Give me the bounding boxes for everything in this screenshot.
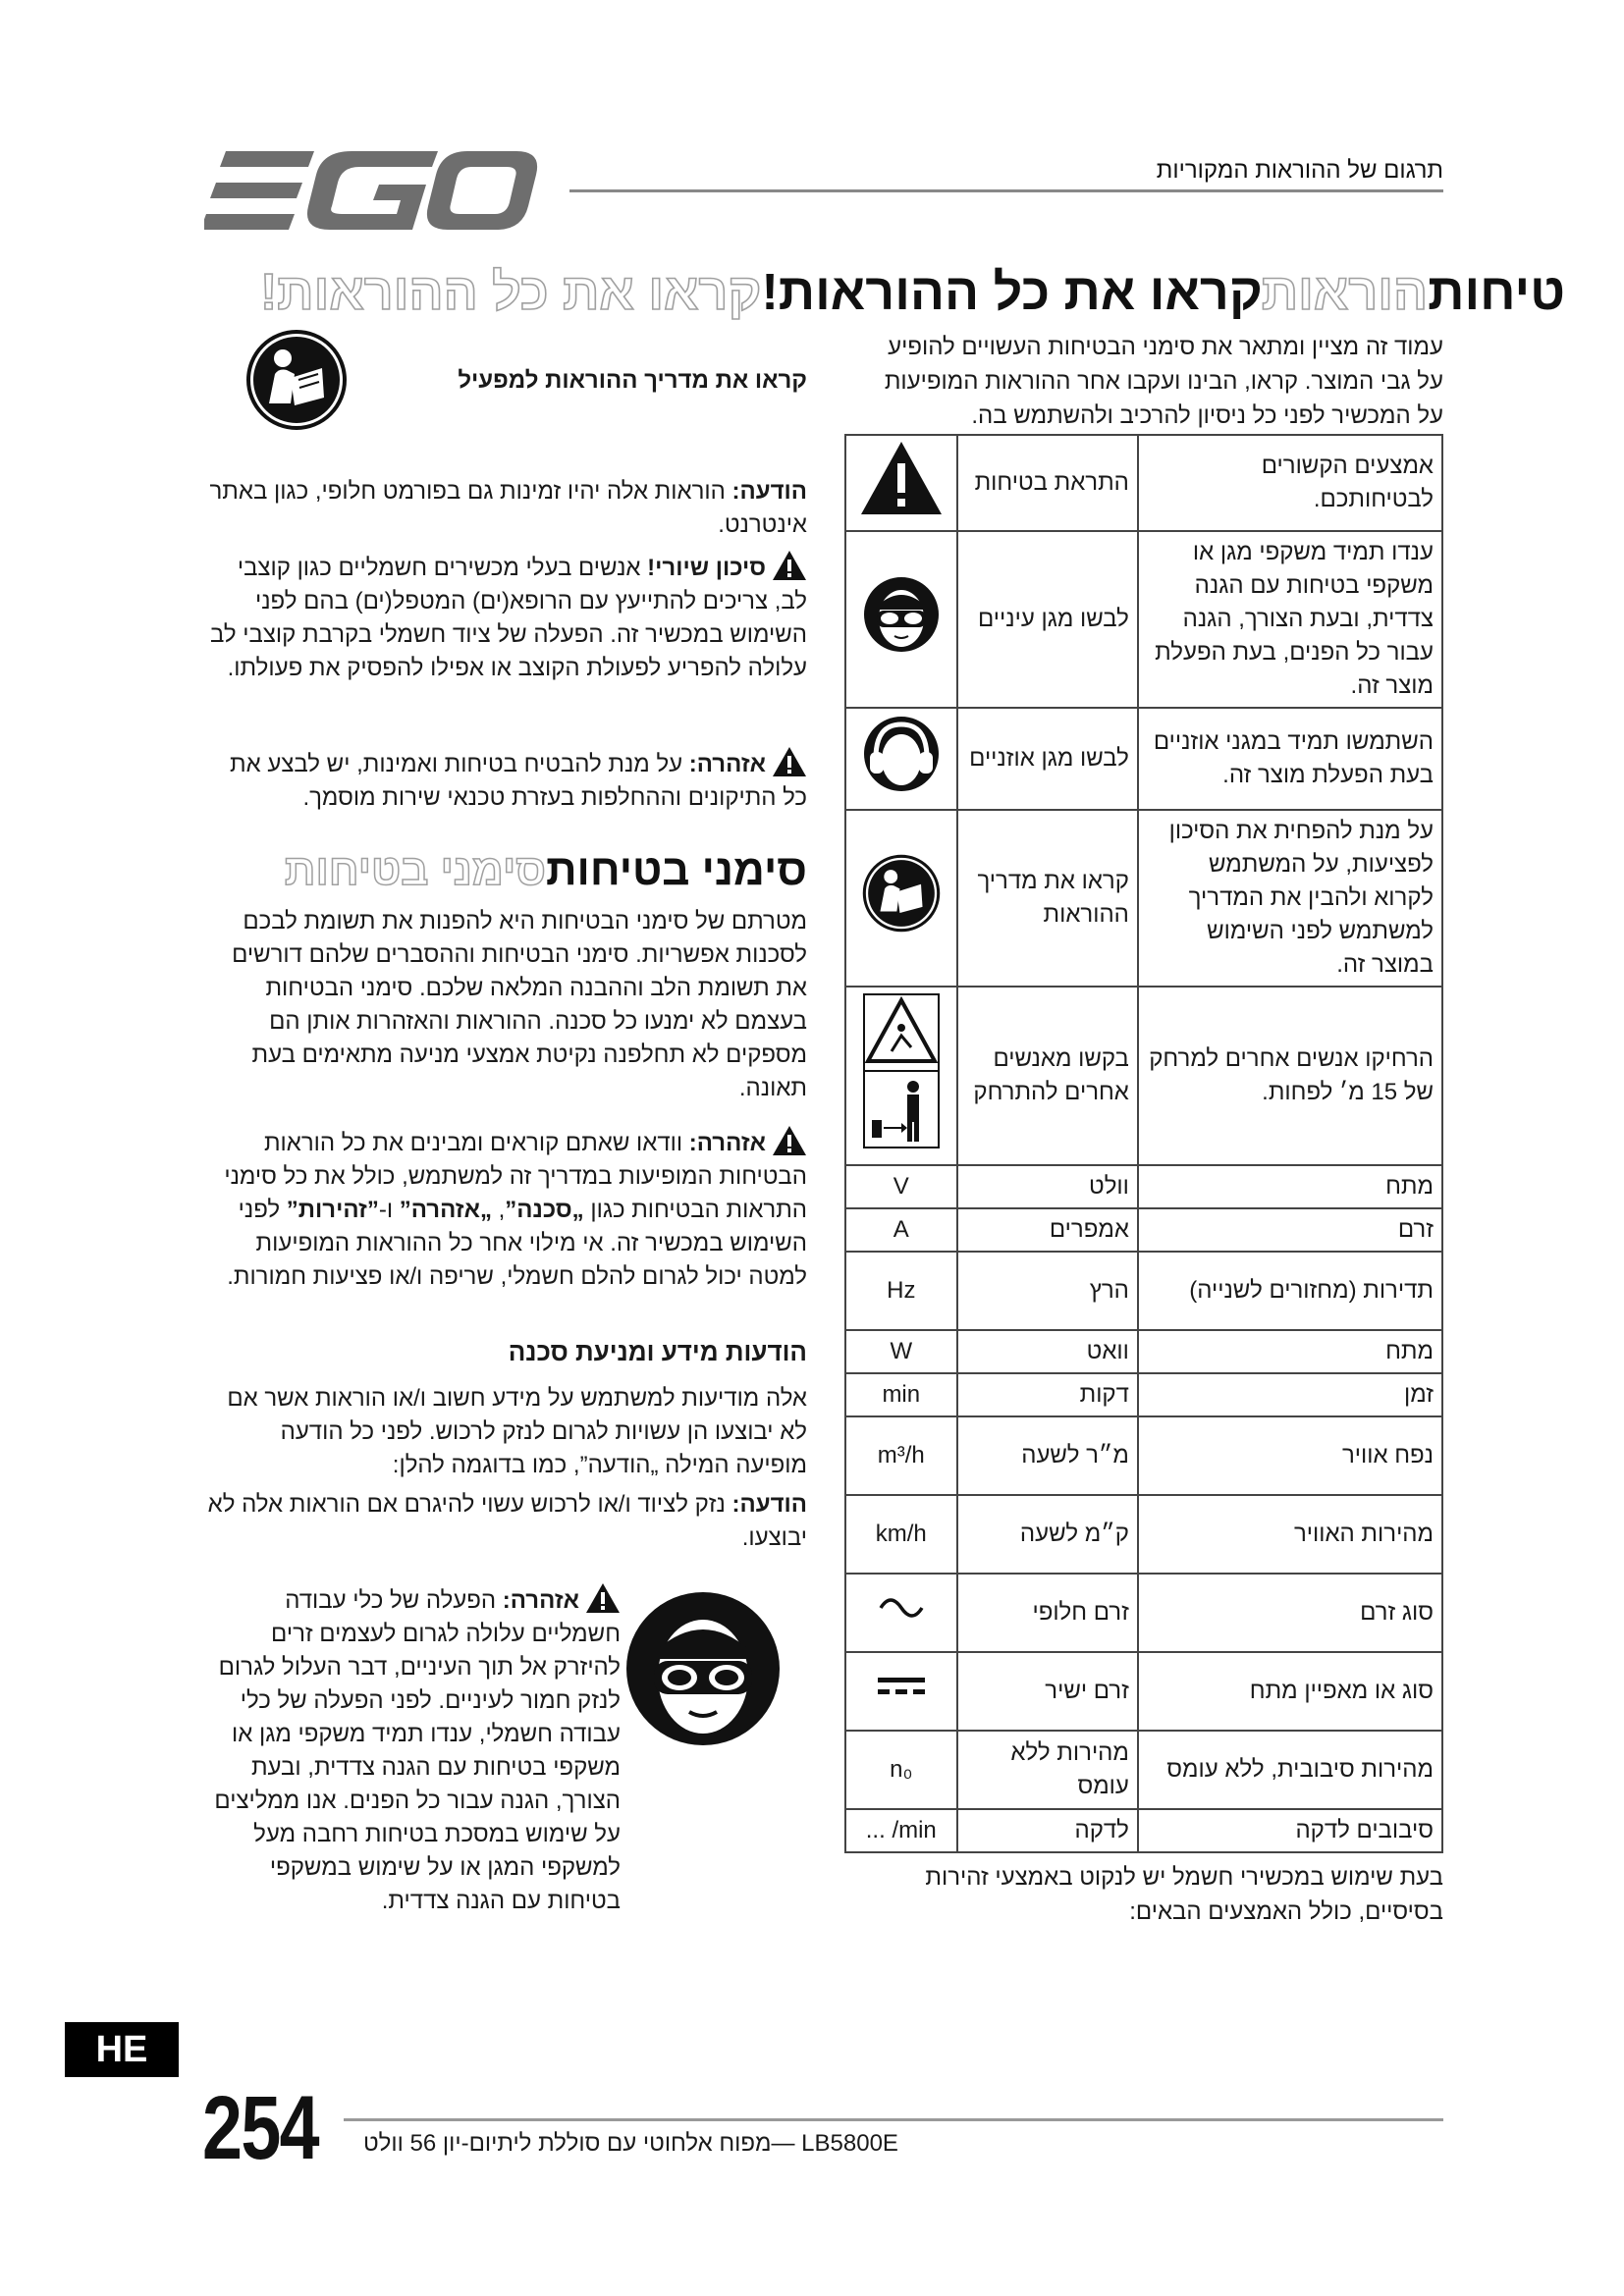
- symbol-name: זרם ישיר: [957, 1652, 1138, 1731]
- symbol-name: לבשו מגן עיניים: [957, 531, 1138, 708]
- warning-3-text: הפעלה של כלי עבודה חשמליים עלולה לגרום לעצמים זרים להיזרק אל תוך העיניים, דבר העלול לגרום לנזק חמור לעיניים. לפני הפעלה של כלי עבודה חשמלי, ענדו תמיד משקפי מגן או משקפי בטיחות עם הגנה צדדית, ובעת הצורך, הגנה עבור כל הפנים. אנו ממליצים על שימוש במסכת בטיחות רחבה מעל למשקפי המגן או על שימוש במשקפי בטיחות עם הגנה צדדית.: [214, 1587, 621, 1914]
- symbol-meaning: אמצעים הקשורים לבטיחותכם.: [1138, 435, 1442, 531]
- symbol-name: ק״מ לשעה: [957, 1495, 1138, 1574]
- symbol-meaning: סוג זרם: [1138, 1574, 1442, 1652]
- footer-description: מפוח אלחוטי עם סוללת ליתיום-יון 56 וולט: [363, 2130, 772, 2157]
- symbol-unit: ... /min: [845, 1809, 957, 1852]
- note-1-text: הוראות אלה יהיו זמינות גם בפורמט חלופי, כגון באתר אינטרנט.: [209, 478, 807, 538]
- note-2: [203, 1488, 807, 1555]
- keep-bystanders-away-icon: [862, 992, 941, 1149]
- table-row: [845, 1652, 1442, 1731]
- safety-symbols-text: מטרתם של סימני הבטיחות היא להפנות את תשומת לבכם לסכנות אפשריות. סימני הבטיחות וההסברים שלהם דורשים את תשומת הלב וההבנה המלאה שלכם. סימני הבטיחות בעצמם לא ימנעו כל סכנה. ההוראות והאזהרות אותן הם מספקים לא תחלפנה נקיטת אמצעי מניעה מתאימים בעת תאונה.: [232, 908, 807, 1101]
- symbol-meaning: סוג או מאפיין מתח: [1138, 1652, 1442, 1731]
- symbol-name: דקות: [957, 1373, 1138, 1416]
- symbol-meaning: זרם: [1138, 1208, 1442, 1252]
- warning-2-text-c: לפני השימוש במכשיר זה. אי מילוי אחר כל ההוראות המופיעות למטה יכול לגרום להלם חשמלי, שריפה ו/או פציעות חמורות.: [227, 1197, 807, 1290]
- symbol-name: מהירות ללא עומס: [957, 1731, 1138, 1809]
- table-row: [845, 435, 1442, 531]
- table-row: [845, 1574, 1442, 1652]
- warning-triangle-icon: [772, 746, 807, 777]
- table-row: [845, 1373, 1442, 1416]
- symbol-unit: Hz: [845, 1252, 957, 1330]
- table-row: [845, 810, 1442, 987]
- symbol-name: הרץ: [957, 1252, 1138, 1330]
- symbol-name: אמפרים: [957, 1208, 1138, 1252]
- symbol-name: וולט: [957, 1165, 1138, 1208]
- keyword-danger: „סכנה”: [505, 1197, 584, 1223]
- warning-2-text-a: וודאו שאתם קוראים ומבינים את כל הוראות הבטיחות המופיעות במדריך זה למשתמש, כולל את כל סימני התראות הבטיחות כגון: [224, 1130, 807, 1223]
- table-row: [845, 1731, 1442, 1809]
- warning-1: [203, 746, 807, 815]
- warning-triangle-icon: [585, 1582, 621, 1614]
- alternating-current-icon: [877, 1596, 926, 1620]
- section-title-solid: סימני בטיחות: [545, 846, 807, 894]
- title-ghost-b: קראו את כל ההוראות!: [259, 264, 762, 321]
- info-notices-title: הודעות מידע ומניעת סכנה: [508, 1337, 807, 1366]
- table-row: [845, 1252, 1442, 1330]
- warning-3: [203, 1582, 621, 1918]
- residual-risk-label: סיכון שיורי!: [647, 555, 766, 581]
- section-title-safety-symbols: [285, 846, 807, 895]
- symbol-name: קראו את מדריך ההוראות: [957, 810, 1138, 987]
- symbol-meaning: מהירות האוויר: [1138, 1495, 1442, 1574]
- safety-goggles-icon: [624, 1590, 782, 1747]
- warning-1-text: על מנת להבטיח בטיחות ואמינות, יש לבצע את כל התיקונים וההחלפות בעזרת טכנאי שירות מוסמך.: [230, 751, 807, 811]
- table-row: [845, 987, 1442, 1165]
- table-row: [845, 531, 1442, 708]
- symbol-meaning: מהירות סיבובית, ללא עומס: [1138, 1731, 1442, 1809]
- symbol-unit: min: [845, 1373, 957, 1416]
- title-ghost-a: הוראות: [1262, 264, 1429, 321]
- symbol-unit: m³/h: [845, 1416, 957, 1495]
- warning-2-label: אזהרה:: [688, 1130, 766, 1156]
- warning-triangle-icon: [772, 550, 807, 581]
- safety-symbols-table: [844, 434, 1443, 1853]
- table-row: [845, 1330, 1442, 1373]
- symbol-name: מ״ר לשעה: [957, 1416, 1138, 1495]
- read-manual-icon: [245, 329, 348, 431]
- direct-current-icon: [876, 1674, 927, 1699]
- symbol-name: וואט: [957, 1330, 1138, 1373]
- note-2-label: הודעה:: [731, 1491, 807, 1518]
- footer-model: LB5800E: [801, 2130, 898, 2157]
- residual-risk-warning: [203, 550, 807, 685]
- note-1-label: הודעה:: [731, 478, 807, 505]
- keyword-warning: „אזהרה”: [399, 1197, 492, 1223]
- read-manual-title: קראו את מדריך ההוראות למפעיל: [458, 367, 807, 394]
- symbol-unit: W: [845, 1330, 957, 1373]
- language-badge: HE: [65, 2022, 179, 2077]
- symbol-meaning: השתמשו תמיד במגני אוזניים בעת הפעלת מוצר זה.: [1138, 708, 1442, 810]
- keyword-caution: ”זהירות”: [286, 1197, 379, 1223]
- table-row: [845, 708, 1442, 810]
- symbol-name: זרם חלופי: [957, 1574, 1138, 1652]
- page-title: [260, 263, 1565, 322]
- symbol-meaning: ענדו תמיד משקפי מגן או משקפי בטיחות עם הגנה צדדית, ובעת הצורך, הגנה עבור כל הפנים, בעת הפעלת מוצר זה.: [1138, 531, 1442, 708]
- header-rule: [569, 189, 1443, 192]
- ear-protection-icon: [862, 715, 941, 793]
- symbol-meaning: מתח: [1138, 1165, 1442, 1208]
- symbol-meaning: תדירות (מחזורים לשנייה): [1138, 1252, 1442, 1330]
- table-row: [845, 1495, 1442, 1574]
- symbol-meaning: הרחיקו אנשים אחרים למרחק של 15 מ׳ לפחות.: [1138, 987, 1442, 1165]
- table-row: [845, 1165, 1442, 1208]
- footer-rule: [344, 2118, 1443, 2121]
- footer-product-line: LB5800E —מפוח אלחוטי עם סוללת ליתיום-יון 56 וולט: [363, 2130, 898, 2157]
- warning-triangle-icon: [772, 1125, 807, 1156]
- read-manual-icon: [862, 854, 941, 933]
- page-number: 254: [202, 2078, 318, 2178]
- symbol-unit: V: [845, 1165, 957, 1208]
- symbol-name: לדקה: [957, 1809, 1138, 1852]
- symbol-meaning: מתח: [1138, 1330, 1442, 1373]
- symbol-meaning: על מנת להפחית את הסיכון לפציעות, על המשתמש לקרוא ולהבין את המדריך למשתמש לפני השימוש במוצר זה.: [1138, 810, 1442, 987]
- section-title-ghost: סימני בטיחות: [284, 846, 546, 894]
- warning-2-text-b: ו-: [378, 1197, 394, 1223]
- symbol-unit: km/h: [845, 1495, 957, 1574]
- ego-logo: [204, 147, 538, 234]
- symbol-meaning: זמן: [1138, 1373, 1442, 1416]
- header-title: תרגום של ההוראות המקוריות: [1156, 157, 1443, 184]
- symbols-intro: עמוד זה מציין ומתאר את סימני הבטיחות העשויים להופיע על גבי המוצר. קראו, הבינו ועקבו אחר ההוראות המופיעות על המכשיר לפני כל ניסיון להרכיב ולהשתמש בה.: [884, 334, 1443, 429]
- info-notices-text: אלה מודיעות למשתמש על מידע חשוב ו/או הוראות אשר אם לא יבוצעו הן עשויות לגרום לנזק לרכוש. לפני כל הודעה מופיעה המילה „הודעה”, כמו בדוגמה להלן:: [227, 1385, 807, 1478]
- basic-precautions-text: בעת שימוש במכשירי חשמל יש לנקוט באמצעי זהירות בסיסיים, כולל האמצעים הבאים:: [925, 1864, 1443, 1925]
- warning-triangle-icon: [859, 440, 944, 516]
- residual-risk-text: אנשים בעלי מכשירים חשמליים כגון קוצבי לב, צריכים להתייעץ עם הרופא(ים) המטפל(ים) בהם לפני השימוש במכשיר זה. הפעלה של ציוד חשמלי בקרבת קוצבי לב עלולה להפריע לפעולת הקוצב או אפילו להפסיק את פעולתו.: [209, 555, 807, 681]
- warning-3-label: אזהרה:: [502, 1587, 579, 1614]
- table-row: [845, 1416, 1442, 1495]
- note-2-text: נזק לציוד ו/או לרכוש עשוי להיגרם אם הוראות אלה לא יבוצעו.: [207, 1491, 807, 1551]
- symbol-meaning: סיבובים לדקה: [1138, 1809, 1442, 1852]
- symbol-meaning: נפח אוויר: [1138, 1416, 1442, 1495]
- note-1: [203, 475, 807, 542]
- title-solid-a: טיחות: [1428, 264, 1565, 321]
- warning-2: אזהרה: וודאו שאתם קוראים ומבינים את כל הוראות הבטיחות המופיעות במדריך זה למשתמש, כולל את כל סימני התראות הבטיחות כגון „סכנה”, „אזהרה” ו-”זהירות” לפני השימוש במכשיר זה. אי מילוי אחר כל ההוראות המופיעות למטה יכול לגרום להלם חשמלי, שריפה ו/או פציעות חמורות.: [203, 1125, 807, 1294]
- symbol-unit: n₀: [845, 1731, 957, 1809]
- symbol-name: התראת בטיחות: [957, 435, 1138, 531]
- title-solid-b: קראו את כל ההוראות!: [761, 264, 1263, 321]
- safety-goggles-icon: [862, 575, 941, 654]
- symbol-name: בקשו מאנשים אחרים להתרחק: [957, 987, 1138, 1165]
- warning-1-label: אזהרה:: [688, 751, 766, 777]
- table-row: [845, 1809, 1442, 1852]
- symbol-name: לבשו מגן אוזניים: [957, 708, 1138, 810]
- symbol-unit: A: [845, 1208, 957, 1252]
- table-row: [845, 1208, 1442, 1252]
